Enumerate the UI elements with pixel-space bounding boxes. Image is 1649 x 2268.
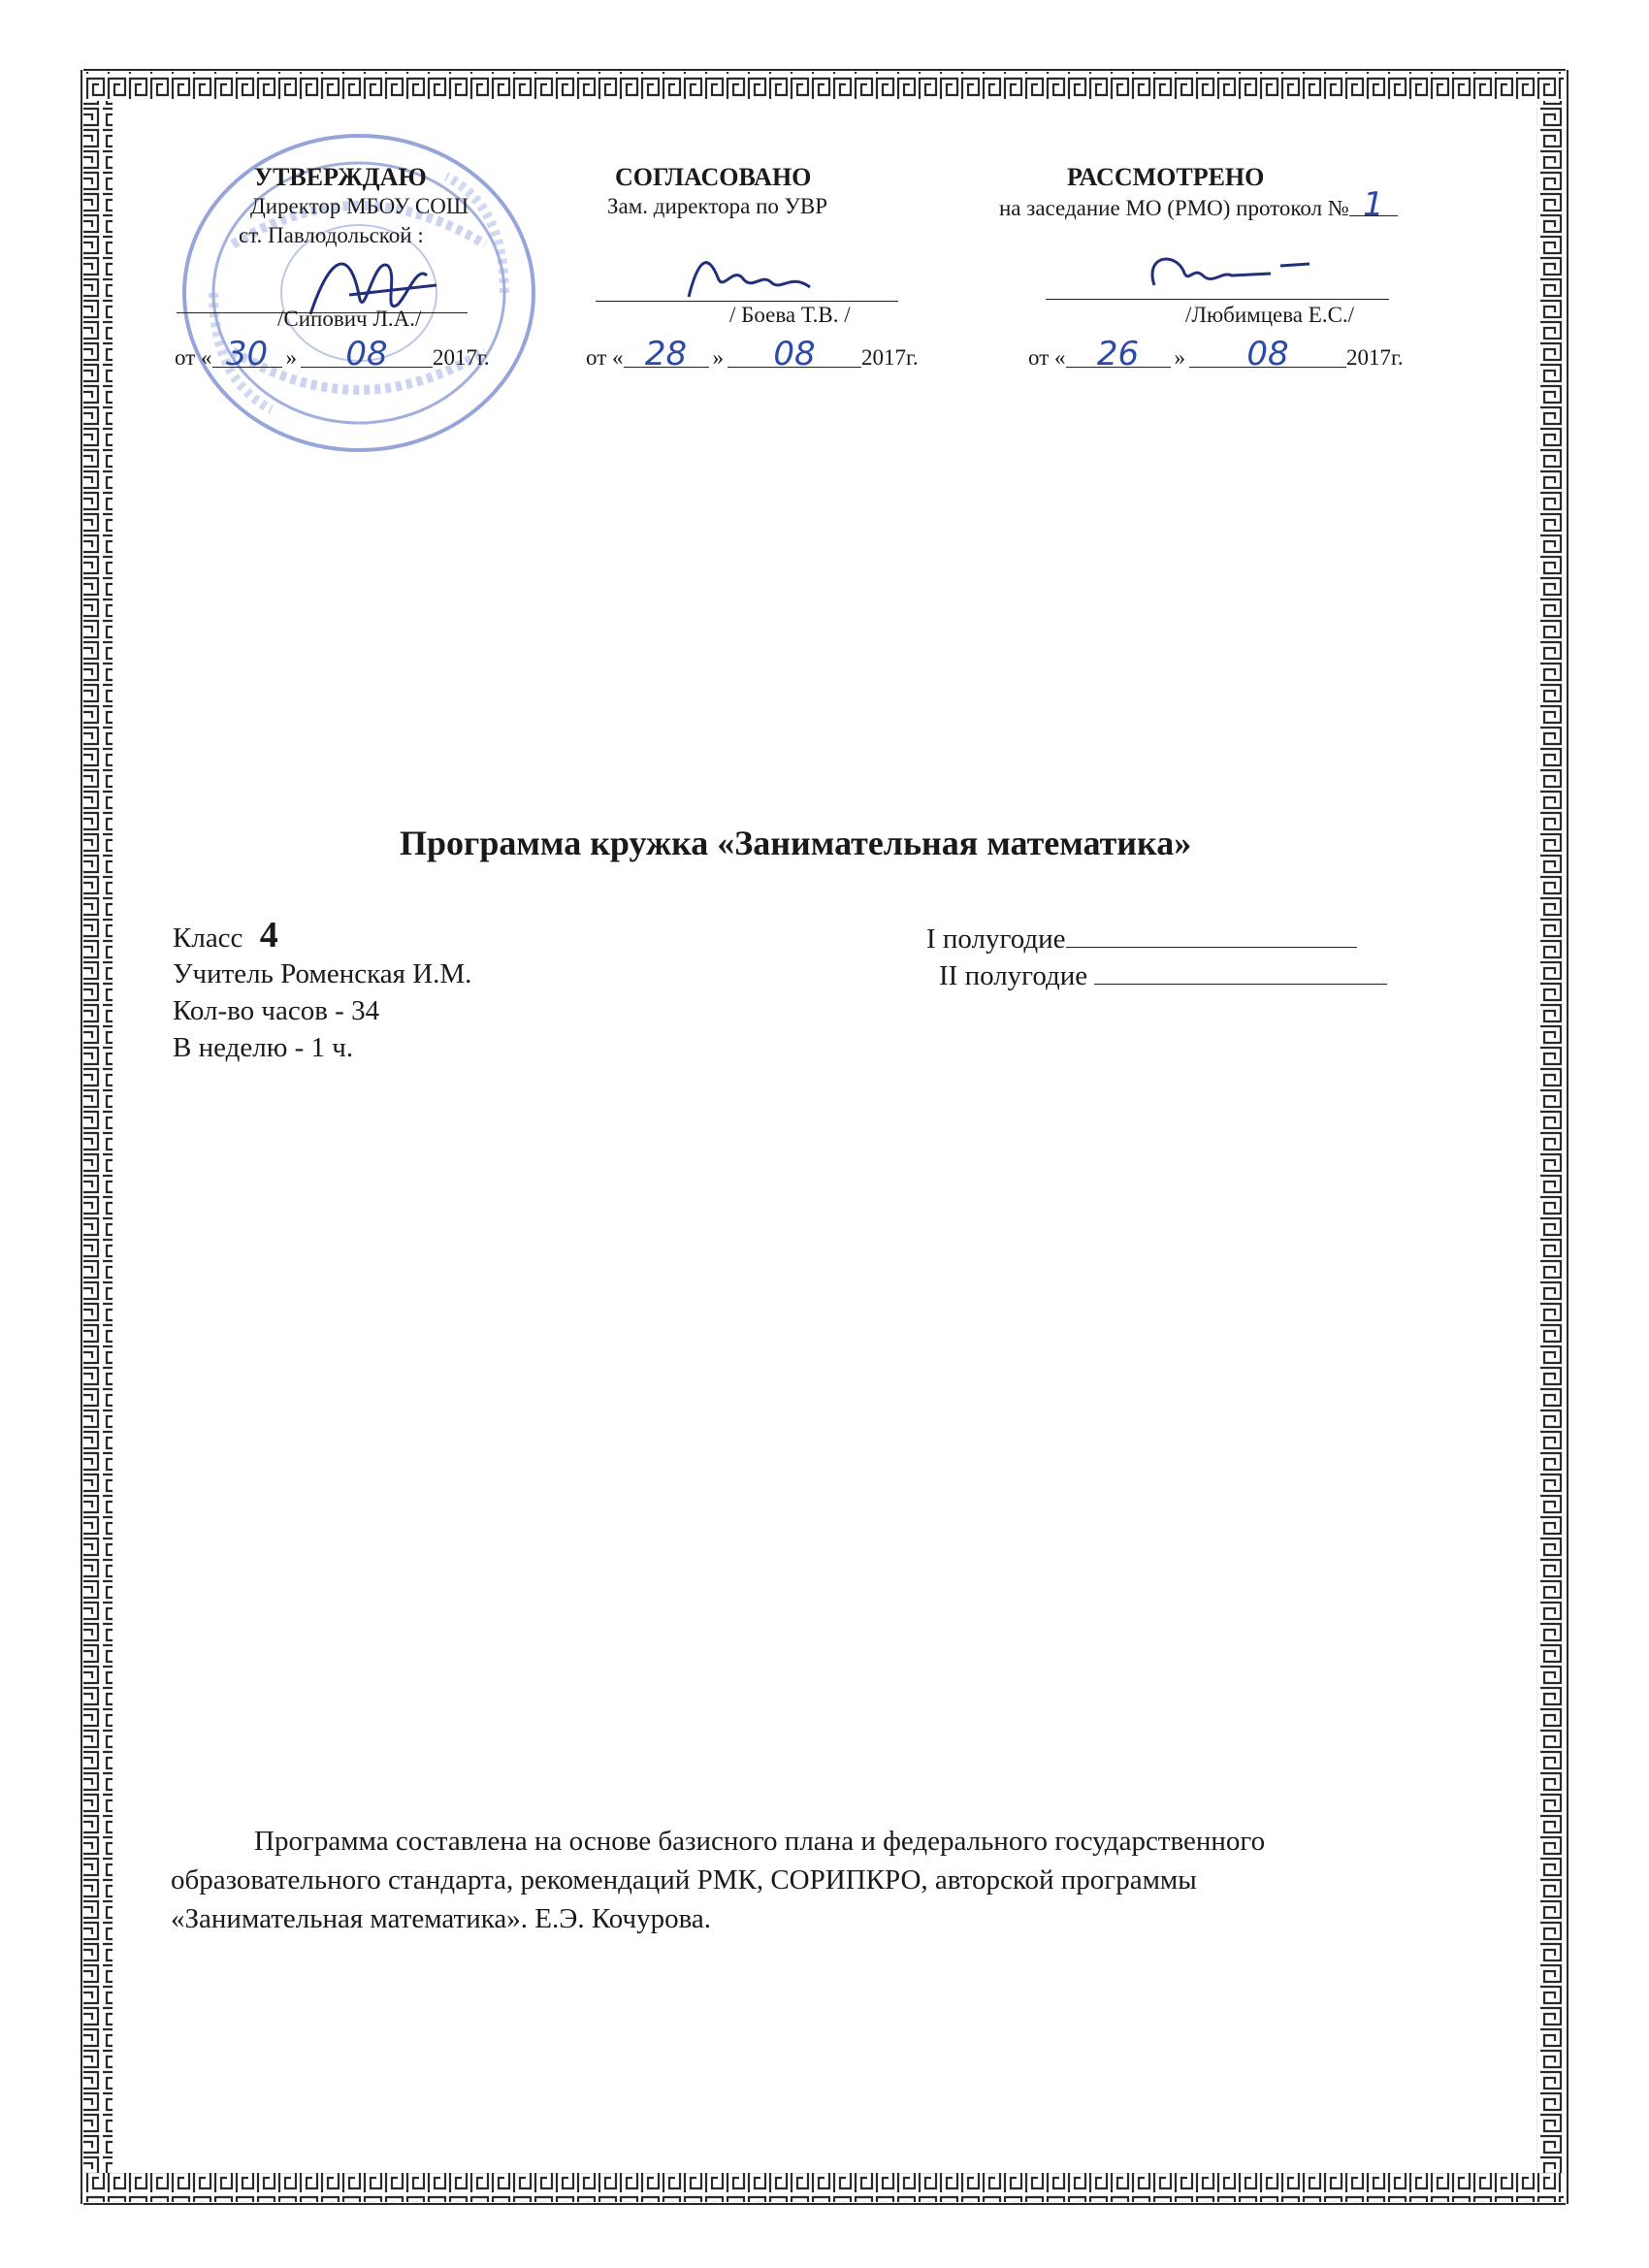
deputy-signature [679, 248, 824, 307]
protocol-label: на заседание МО (РМО) протокол № [999, 196, 1349, 220]
approval-heading: УТВЕРЖДАЮ [254, 163, 427, 191]
reviewed-date [1028, 335, 1404, 373]
date-month: 08 [1189, 341, 1346, 368]
half-year-1-blank [1066, 922, 1357, 948]
date-year: 2017г. [861, 345, 919, 370]
agreed-date [586, 335, 919, 373]
class-label: Класс [173, 923, 243, 954]
date-day: 30 [212, 341, 282, 368]
date-month: 08 [728, 341, 861, 368]
approval-organization: ст. Павлодольской : [239, 223, 424, 247]
date-year: 2017г. [433, 345, 490, 370]
reviewed-protocol [999, 185, 1398, 224]
half-year-2-blank [1094, 958, 1387, 985]
basis-line-2: образовательного стандарта, рекомендаций РМК, СОРИПКРО, авторской программы [171, 1864, 1197, 1895]
date-separator: » [285, 345, 297, 370]
approval-position: Директор МБОУ СОШ [250, 194, 469, 218]
date-prefix: от « [175, 345, 212, 370]
signature-line [596, 301, 898, 302]
approval-date [175, 335, 490, 373]
agreed-position: Зам. директора по УВР [607, 194, 828, 218]
date-year: 2017г. [1346, 345, 1404, 370]
mo-head-signature [1135, 246, 1329, 305]
date-prefix: от « [1028, 345, 1066, 370]
protocol-number: 1 [1349, 194, 1398, 216]
class-line [173, 914, 278, 956]
reviewed-signer: /Любимцева Е.С./ [1185, 303, 1355, 327]
agreed-signer: / Боева Т.В. / [729, 303, 851, 327]
basis-line-1: Программа составлена на основе базисного плана и федерального государственного [254, 1826, 1266, 1857]
half-year-1 [926, 922, 1357, 956]
agreed-heading: СОГЛАСОВАНО [615, 163, 812, 191]
page-title: Программа кружка «Занимательная математика» [400, 824, 1192, 862]
weekly-line: В неделю - 1 ч. [173, 1032, 354, 1063]
half-year-2 [939, 958, 1387, 992]
half-year-1-label: I полугодие [926, 923, 1066, 955]
date-prefix: от « [586, 345, 624, 370]
teacher-line: Учитель Роменская И.М. [173, 958, 472, 989]
date-separator: » [1174, 345, 1185, 370]
basis-line-3: «Занимательная математика». Е.Э. Кочурова. [171, 1903, 712, 1934]
approval-signer: /Сипович Л.А./ [277, 307, 422, 331]
class-value: 4 [259, 915, 278, 956]
date-day: 28 [624, 341, 709, 368]
date-separator: » [712, 345, 724, 370]
signature-line [1046, 299, 1389, 300]
hours-line: Кол-во часов - 34 [173, 995, 380, 1026]
reviewed-heading: РАССМОТРЕНО [1067, 163, 1265, 191]
half-year-2-label: II полугодие [939, 960, 1088, 991]
date-day: 26 [1066, 341, 1171, 368]
date-month: 08 [301, 341, 433, 368]
